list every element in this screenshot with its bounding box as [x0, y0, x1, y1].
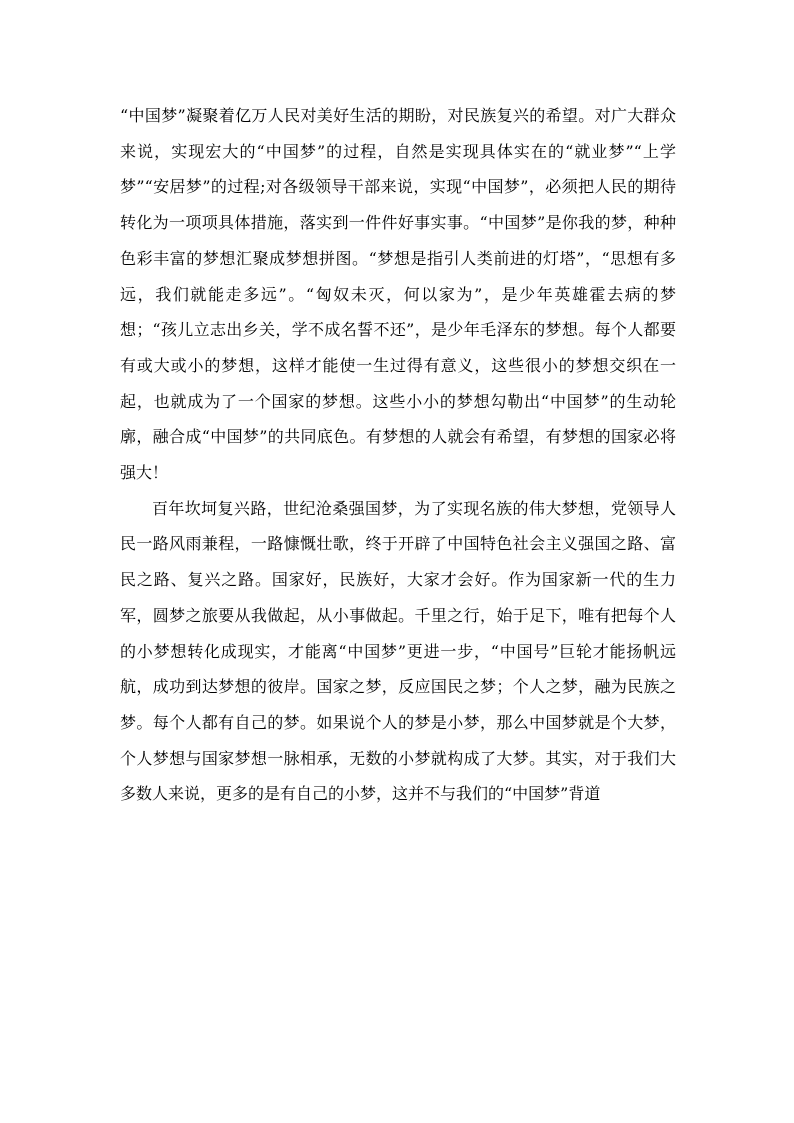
paragraph-2: 百年坎坷复兴路，世纪沧桑强国梦，为了实现名族的伟大梦想，党领导人民一路风雨兼程，一路慷慨壮歌，终于开辟了中国特色社会主义强国之路、富民之路、复兴之路。国家好，民族好，大家才会好。作为国家新一代的生力军，圆梦之旅要从我做起，从小事做起。千里之行，始于足下，唯有把每个人的小梦想转化成现实，才能离“中国梦”更进一步，“中国号”巨轮才能扬帆远航，成功到达梦想的彼岸。国家之梦，反应国民之梦；个人之梦，融为民族之梦。每个人都有自己的梦。如果说个人的梦是小梦，那么中国梦就是个大梦，个人梦想与国家梦想一脉相承，无数的小梦就构成了大梦。其实，对于我们大多数人来说，更多的是有自己的小梦，这并不与我们的“中国梦”背道 [120, 498, 676, 804]
paragraph-1: “中国梦”凝聚着亿万人民对美好生活的期盼，对民族复兴的希望。对广大群众来说，实现宏大的“中国梦”的过程，自然是实现具体实在的“就业梦”“上学梦”“安居梦”的过程;对各级领导干部来说，实现“中国梦”，必须把人民的期待转化为一项项具体措施，落实到一件件好事实事。“中国梦”是你我的梦，种种色彩丰富的梦想汇聚成梦想拼图。“梦想是指引人类前进的灯塔”，“思想有多远，我们就能走多远”。“匈奴未灭，何以家为”，是少年英雄霍去病的梦想；“孩儿立志出乡关，学不成名誓不还”，是少年毛泽东的梦想。每个人都要有或大或小的梦想，这样才能使一生过得有意义，这些很小的梦想交织在一起，也就成为了一个国家的梦想。这些小小的梦想勾勒出“中国梦”的生动轮廓，融合成“中国梦”的共同底色。有梦想的人就会有希望，有梦想的国家必将强大！ [120, 106, 676, 483]
document-body [120, 98, 676, 812]
